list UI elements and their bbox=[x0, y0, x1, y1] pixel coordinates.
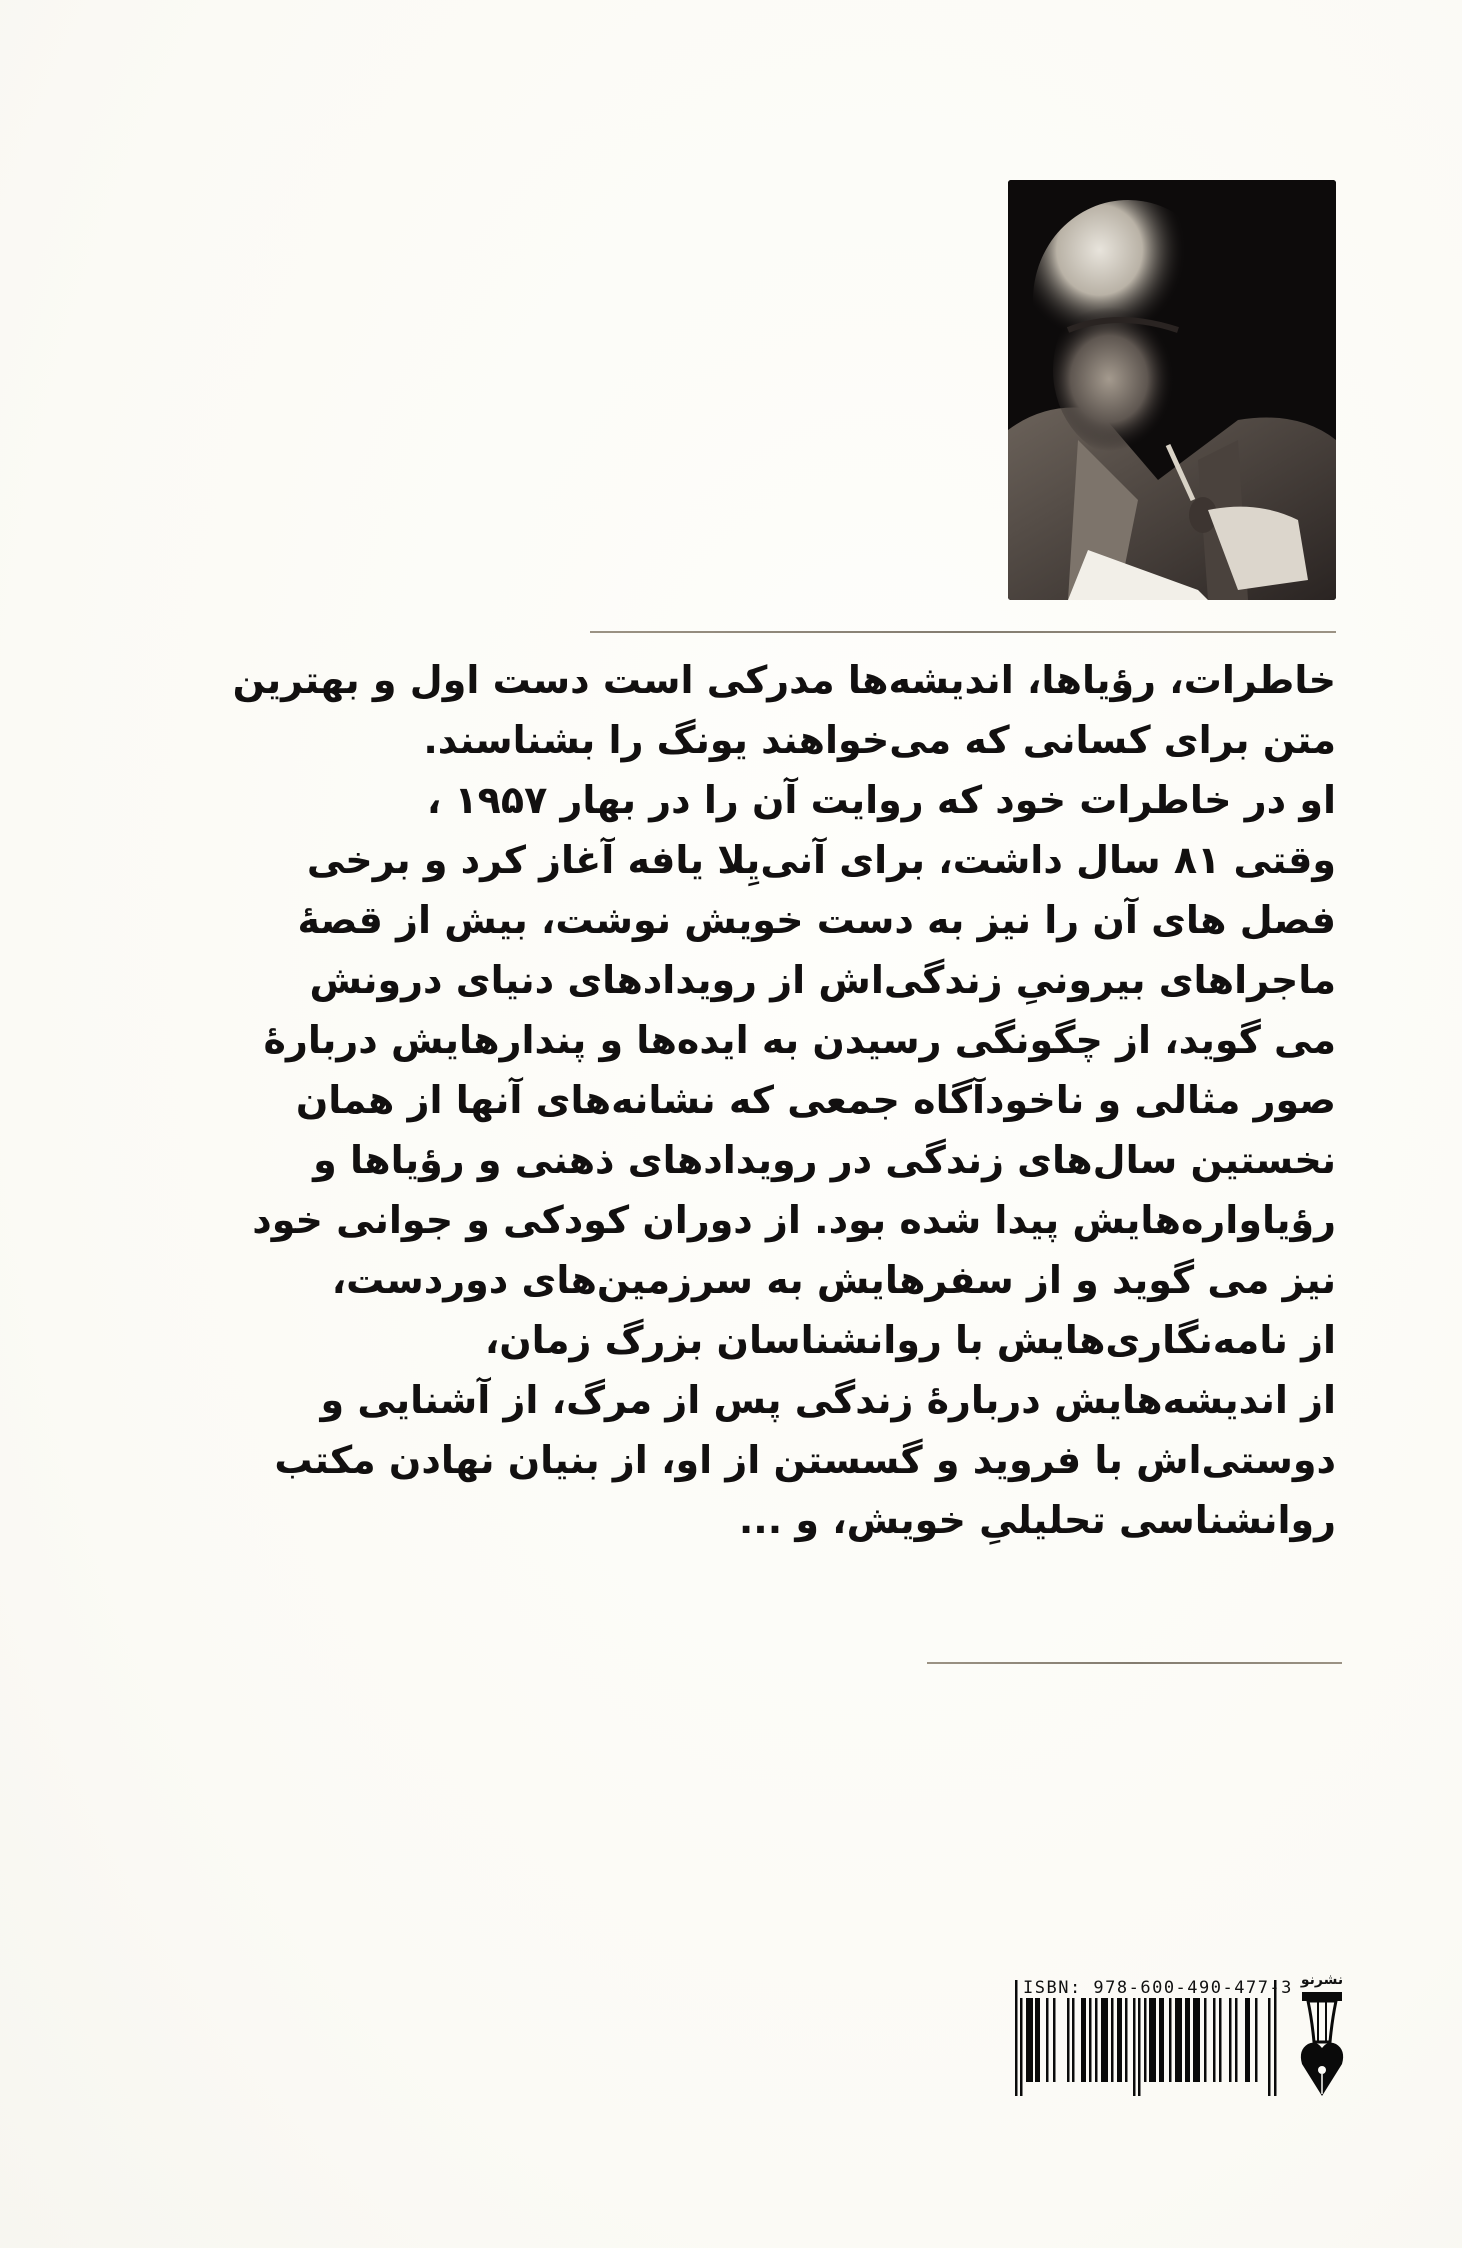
blurb-line: خاطرات، رؤیاها، اندیشه‌ها مدرکی است دست اول و بهترین bbox=[232, 658, 1336, 702]
back-cover-blurb bbox=[232, 650, 1336, 1550]
author-portrait-photo bbox=[1008, 180, 1336, 600]
blurb-line: متن برای کسانی که می‌خواهند یونگ را بشناسند. bbox=[423, 718, 1336, 762]
blurb-line: صور مثالی و ناخودآگاه جمعی که نشانه‌های آنها از همان bbox=[295, 1078, 1336, 1122]
portrait-icon bbox=[1008, 180, 1336, 600]
blurb-line: رؤیاواره‌هایش پیدا شده بود. از دوران کودکی و جوانی خود bbox=[252, 1198, 1336, 1242]
blurb-line: از نامه‌نگاری‌هایش با روانشناسان بزرگ زمان، bbox=[484, 1318, 1336, 1362]
publisher-logo bbox=[1294, 1972, 1350, 2100]
blurb-line: دوستی‌اش با فروید و گسستن از او، از بنیان نهادن مکتب bbox=[274, 1438, 1336, 1482]
blurb-line: می گوید، از چگونگی رسیدن به ایده‌ها و پندارهایش دربارهٔ bbox=[263, 1018, 1336, 1062]
isbn-number: ISBN: 978-600-490-477-3 bbox=[1023, 1978, 1293, 1998]
blurb-line: ماجراهای بیرونیِ زندگی‌اش از رویدادهای دنیای درونش bbox=[309, 958, 1336, 1002]
blurb-line: نیز می گوید و از سفرهایش به سرزمین‌های دوردست، bbox=[331, 1258, 1336, 1302]
blurb-line: روانشناسی تحلیلیِ خویش، و ... bbox=[738, 1498, 1336, 1542]
blurb-line: او در خاطرات خود که روایت آن را در بهار ۱۹۵۷ ، bbox=[426, 778, 1336, 822]
fountain-pen-nib-icon bbox=[1298, 1992, 1346, 2098]
publisher-name: نشرنو bbox=[1300, 1972, 1344, 1988]
blurb-line: از اندیشه‌هایش دربارهٔ زندگی پس از مرگ، از آشنایی و bbox=[320, 1378, 1336, 1422]
blurb-line: فصل های آن را نیز به دست خویش نوشت، بیش از قصهٔ bbox=[297, 898, 1336, 942]
bottom-divider bbox=[927, 1662, 1342, 1664]
blurb-line: وقتی ۸۱ سال داشت، برای آنی‌یِلا یافه آغاز کرد و برخی bbox=[306, 838, 1336, 882]
top-divider bbox=[590, 631, 1336, 633]
isbn-barcode bbox=[1013, 1978, 1293, 2098]
blurb-line: نخستین سال‌های زندگی در رویدادهای ذهنی و رؤیاها و bbox=[313, 1138, 1336, 1182]
